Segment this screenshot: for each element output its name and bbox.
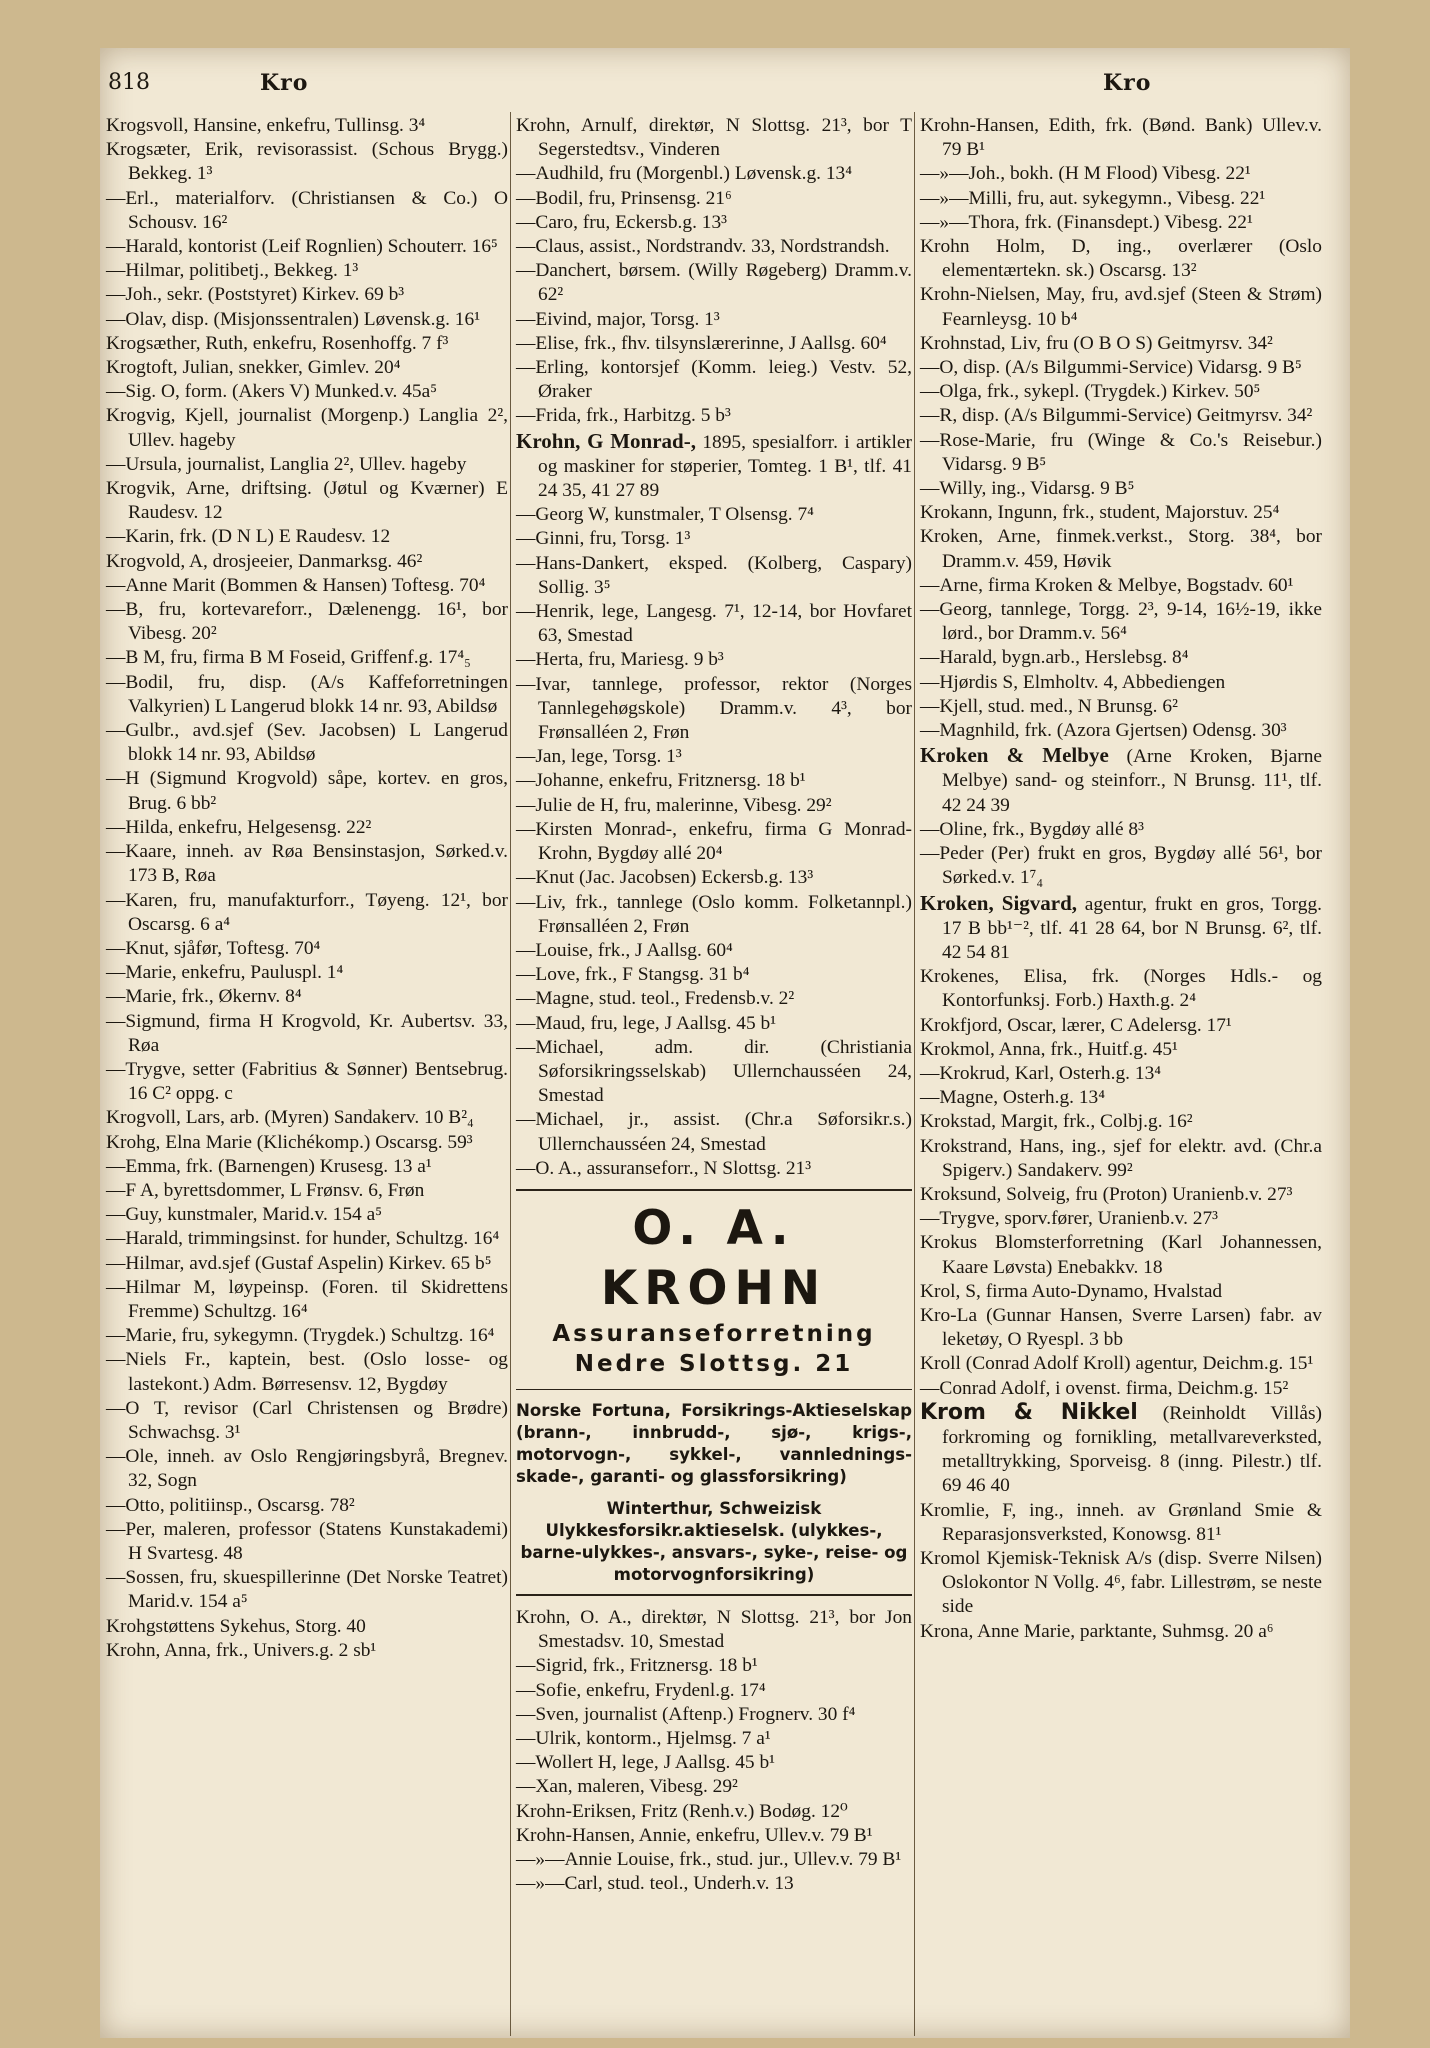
- directory-entry: [516, 745, 912, 769]
- entry-text: —Ole, inneh. av Oslo Rengjøringsbyrå, Bregnev. 32, Sogn: [106, 1446, 508, 1492]
- entry-text: —Sigmund, firma H Krogvold, Kr. Aubertsv. 33, Røa: [106, 1010, 508, 1056]
- entry-text: 1895, spesialforr. i artikler og maskiner for støperier, Tomteg. 1 B¹, tlf. 41 24 35, 41 27 89: [538, 431, 912, 502]
- directory-entry: [920, 1547, 1322, 1620]
- directory-entry: [920, 429, 1322, 477]
- entry-text: —Harald, kontorist (Leif Rognlien) Schouterr. 16⁵: [106, 236, 498, 258]
- directory-entry: [106, 937, 508, 961]
- directory-entry: [920, 356, 1322, 380]
- entry-text: —Marie, fru, sykegymn. (Trygdek.) Schultzg. 16⁴: [106, 1325, 495, 1347]
- directory-entry: [106, 550, 508, 574]
- directory-entry: [920, 965, 1322, 1013]
- directory-entry: [516, 866, 912, 890]
- entry-text: —Frida, frk., Harbitzg. 5 b³: [516, 405, 731, 427]
- directory-entry: [106, 1106, 508, 1130]
- directory-entry: [106, 138, 508, 186]
- entry-text: —Hilda, enkefru, Helgesensg. 22²: [106, 816, 372, 838]
- directory-entry: [516, 1824, 912, 1848]
- directory-entry: [920, 671, 1322, 695]
- entry-text: (Reinholdt Villås) forkroming og fornikling, metallvareverksted, metalltrykking, Sporveisg. 8 (inng. Pilestr.) tlf. 69 46 40: [942, 1402, 1322, 1497]
- entry-text: Kromol Kjemisk-Teknisk A/s (disp. Sverre Nilsen) Oslokontor N Vollg. 4⁶, fabr. Lillestrøm, se neste side: [920, 1547, 1322, 1618]
- directory-entry: [516, 1848, 912, 1872]
- directory-entry: [516, 939, 912, 963]
- directory-page: [100, 48, 1350, 2038]
- directory-entry: [106, 235, 508, 259]
- directory-entry: [106, 574, 508, 598]
- entry-text: Krohn-Nielsen, May, fru, avd.sjef (Steen & Strøm) Fearnleysg. 10 b⁴: [920, 284, 1322, 330]
- entry-text: Krohn Holm, D, ing., overlærer (Oslo elementærtekn. sk.) Oscarsg. 13²: [920, 236, 1322, 282]
- entry-text: —Ulrik, kontorm., Hjelmsg. 7 a¹: [516, 1727, 771, 1749]
- entry-text: Krogvig, Kjell, journalist (Morgenp.) Langlia 2², Ullev. hageby: [106, 405, 508, 451]
- directory-entry: [516, 794, 912, 818]
- entry-text: Krohnstad, Liv, fru (O B O S) Geitmyrsv. 34²: [920, 332, 1273, 354]
- entry-text: —Julie de H, fru, malerinne, Vibesg. 29²: [516, 794, 832, 816]
- directory-entry: [516, 552, 912, 600]
- directory-entry: [516, 987, 912, 1011]
- entry-text: —Ursula, journalist, Langlia 2², Ullev. hageby: [106, 453, 467, 475]
- ad-business-type: Assuranseforretning: [552, 1320, 876, 1347]
- entry-text: —Karen, fru, manufakturforr., Tøyeng. 12¹, bor Oscarsg. 6 a⁴: [106, 889, 508, 935]
- directory-entry: [106, 1566, 508, 1614]
- entry-text: Kroken, Arne, finmek.verkst., Storg. 38⁴, bor Dramm.v. 459, Høvik: [920, 526, 1322, 572]
- entry-text: —Michael, adm. dir. (Christiania Søforsikringsselskab) Ullernchausséen 24, Smestad: [516, 1036, 912, 1107]
- directory-entry: [106, 1324, 508, 1348]
- directory-entry: [920, 1086, 1322, 1110]
- directory-entry: [106, 1348, 508, 1396]
- directory-entry: [516, 114, 912, 162]
- directory-entry: [516, 1606, 912, 1654]
- directory-entry: [920, 1620, 1322, 1644]
- entry-text: —»—Carl, stud. teol., Underh.v. 13: [516, 1873, 794, 1895]
- entry-text: —Olga, frk., sykepl. (Trygdek.) Kirkev. 50⁵: [920, 381, 1261, 403]
- entry-text: —Peder (Per) frukt en gros, Bygdøy allé 56¹, bor Sørked.v. 1⁷₄: [920, 843, 1322, 889]
- directory-entry: [106, 889, 508, 937]
- entry-text: —O T, revisor (Carl Christensen og Brødre) Schwachsg. 3¹: [106, 1397, 508, 1443]
- entry-text: —Conrad Adolf, i ovenst. firma, Deichm.g. 15²: [920, 1377, 1289, 1399]
- entry-text: —Hjørdis S, Elmholtv. 4, Abbediengen: [920, 671, 1226, 693]
- entry-text: —B, fru, kortevareforr., Dælenengg. 16¹, bor Vibesg. 20²: [106, 599, 508, 645]
- entry-text: —Michael, jr., assist. (Chr.a Søforsikr.s.) Ullernchausséen 24, Smestad: [516, 1109, 912, 1155]
- entry-text: —Hilmar, avd.sjef (Gustaf Aspelin) Kirkev. 65 b⁵: [106, 1252, 492, 1274]
- running-head-right: Kro: [1103, 70, 1152, 96]
- directory-entry: [106, 1445, 508, 1493]
- entry-text: —Erling, kontorsjef (Komm. leieg.) Vestv. 52, Øraker: [516, 357, 912, 403]
- entry-text: —Bodil, fru, disp. (A/s Kaffeforretningen Valkyrien) L Langerud blokk 14 nr. 93, Abildsø: [106, 671, 508, 717]
- ad-divider: [516, 1389, 912, 1390]
- ad-paragraph-fortuna: Norske Fortuna, Forsikrings-Aktieselskap (brann-, innbrudd-, sjø-, krigs-, motorvogn-, sykkel-, vannlednings-skade-, garanti- og glassforsikring): [516, 1400, 912, 1486]
- entry-bold-name: Kroken, Sigvard,: [920, 890, 1078, 915]
- entry-text: —Wollert H, lege, J Aallsg. 45 b¹: [516, 1752, 775, 1774]
- entry-text: —Marie, enkefru, Pauluspl. 1⁴: [106, 962, 344, 984]
- directory-entry: [106, 985, 508, 1009]
- entry-text: Kroll (Conrad Adolf Kroll) agentur, Deichm.g. 15¹: [920, 1353, 1314, 1375]
- directory-entry: [920, 695, 1322, 719]
- directory-entry: [920, 211, 1322, 235]
- directory-entry: [920, 477, 1322, 501]
- column-divider: [914, 112, 915, 2036]
- directory-entry: [920, 891, 1322, 966]
- directory-entry: [920, 743, 1322, 818]
- directory-entry: [920, 114, 1322, 162]
- entry-text: Krogsæter, Erik, revisorassist. (Schous Brygg.) Bekkeg. 1³: [106, 139, 508, 185]
- entry-text: Krokenes, Elisa, frk. (Norges Hdls.- og Kontorfunksj. Forb.) Haxth.g. 2⁴: [920, 966, 1322, 1012]
- entry-text: —Hilmar M, løypeinsp. (Foren. til Skidrettens Fremme) Schultzg. 16⁴: [106, 1276, 508, 1322]
- entry-text: Krohn, O. A., direktør, N Slottsg. 21³, bor Jon Smestadsv. 10, Smestad: [516, 1606, 912, 1653]
- directory-entry: [106, 1252, 508, 1276]
- directory-entry: [516, 963, 912, 987]
- directory-entry: [920, 1207, 1322, 1231]
- directory-entry: [920, 646, 1322, 670]
- directory-entry: [106, 1179, 508, 1203]
- directory-entry: [516, 187, 912, 211]
- ad-paragraph-winterthur: Winterthur, Schweizisk Ulykkesforsikr.aktieselsk. (ulykkes-, barne-ulykkes-, ansvars-, syke-, reise- og motorvognforsikring): [520, 1498, 908, 1584]
- directory-entry: [106, 1639, 508, 1663]
- directory-entry: [920, 1183, 1322, 1207]
- entry-text: —Sig. O, form. (Akers V) Munked.v. 45a⁵: [106, 381, 437, 403]
- entry-text: —Olav, disp. (Misjonssentralen) Løvensk.g. 16¹: [106, 308, 481, 330]
- directory-entry: [106, 719, 508, 767]
- directory-entry: [516, 1012, 912, 1036]
- entry-text: —Knut (Jac. Jacobsen) Eckersb.g. 13³: [516, 867, 814, 889]
- directory-entry: [106, 380, 508, 404]
- entry-text: Krohn-Hansen, Edith, frk. (Bønd. Bank) Ullev.v. 79 B¹: [920, 115, 1322, 161]
- entry-text: Kromlie, F, ing., inneh. av Grønland Smie & Reparasjonsverksted, Konowsg. 81¹: [920, 1499, 1322, 1545]
- entry-bold-name: Krom & Nikkel: [920, 1399, 1138, 1425]
- directory-entry: [516, 356, 912, 404]
- directory-entry: [516, 211, 912, 235]
- entry-text: —Erl., materialforv. (Christiansen & Co.) O Schousv. 16²: [106, 187, 508, 233]
- directory-entry: [516, 503, 912, 527]
- directory-entry: [106, 356, 508, 380]
- entry-text: Krokus Blomsterforretning (Karl Johannessen, Kaare Løvsta) Enebakkv. 18: [920, 1232, 1322, 1278]
- entry-text: —Per, maleren, professor (Statens Kunstakademi) H Svartesg. 48: [106, 1518, 508, 1564]
- directory-entry: [106, 767, 508, 815]
- entry-text: —Kirsten Monrad-, enkefru, firma G Monrad-Krohn, Bygdøy allé 20⁴: [516, 818, 912, 865]
- entry-text: Krohn, Arnulf, direktør, N Slottsg. 21³, bor T Segerstedtsv., Vinderen: [516, 115, 912, 161]
- directory-entry: [920, 1110, 1322, 1134]
- directory-entry: [106, 1131, 508, 1155]
- entry-text: —»—Joh., bokh. (H M Flood) Vibesg. 22¹: [920, 163, 1251, 185]
- entry-text: Krokstad, Margit, frk., Colbj.g. 16²: [920, 1111, 1193, 1133]
- directory-entry: [106, 1227, 508, 1251]
- entry-text: —Sven, journalist (Aftenp.) Frognerv. 30 f⁴: [516, 1703, 856, 1725]
- entry-text: Krohg, Elna Marie (Klichékomp.) Oscarsg. 59³: [106, 1131, 473, 1153]
- directory-entry: [920, 501, 1322, 525]
- entry-text: —Georg W, kunstmaler, T Olsensg. 7⁴: [516, 504, 814, 526]
- directory-entry: [920, 1377, 1322, 1401]
- directory-entry: [106, 477, 508, 525]
- directory-entry: [106, 671, 508, 719]
- entry-text: —O, disp. (A/s Bilgummi-Service) Vidarsg. 9 B⁵: [920, 357, 1302, 379]
- directory-entry: [106, 1058, 508, 1106]
- entry-text: Krokfjord, Oscar, lærer, C Adelersg. 17¹: [920, 1014, 1232, 1036]
- entry-text: —Kaare, inneh. av Røa Bensinstasjon, Sørked.v. 173 B, Røa: [106, 841, 508, 887]
- directory-entry: [106, 187, 508, 235]
- entry-text: —Ginni, fru, Torsg. 1³: [516, 528, 691, 550]
- entry-text: Krogvoll, Lars, arb. (Myren) Sandakerv. 10 B²₄: [106, 1107, 474, 1129]
- divider-line: [516, 1189, 912, 1191]
- directory-entry: [920, 1499, 1322, 1547]
- entry-text: —»—Thora, frk. (Finansdept.) Vibesg. 22¹: [920, 211, 1253, 233]
- entry-text: —Audhild, fru (Morgenbl.) Løvensk.g. 13⁴: [516, 163, 853, 185]
- entry-text: —Herta, fru, Mariesg. 9 b³: [516, 649, 724, 671]
- entry-text: —Emma, frk. (Barnengen) Krusesg. 13 a¹: [106, 1155, 432, 1177]
- entry-text: —Maud, fru, lege, J Aallsg. 45 b¹: [516, 1012, 777, 1034]
- entry-text: Krokstrand, Hans, ing., sjef for elektr. avd. (Chr.a Spigerv.) Sandakerv. 99²: [920, 1135, 1322, 1181]
- ad-address: Nedre Slottsg. 21: [574, 1350, 854, 1377]
- directory-entry: [106, 961, 508, 985]
- entry-text: —Johanne, enkefru, Fritznersg. 18 b¹: [516, 770, 806, 792]
- directory-entry: [106, 1397, 508, 1445]
- directory-entry: [106, 1276, 508, 1324]
- directory-entry: [106, 525, 508, 549]
- entry-text: —Karin, frk. (D N L) E Raudesv. 12: [106, 526, 391, 548]
- entry-bold-name: Krohn, G Monrad-,: [516, 428, 696, 453]
- entry-text: —Harald, bygn.arb., Herslebsg. 8⁴: [920, 647, 1189, 669]
- entry-text: —Magnhild, frk. (Azora Gjertsen) Odensg. 30³: [920, 720, 1287, 742]
- directory-entry: [920, 598, 1322, 646]
- directory-entry: [516, 1654, 912, 1678]
- page-header: [100, 70, 1350, 106]
- entry-text: —Oline, frk., Bygdøy allé 8³: [920, 818, 1144, 840]
- entry-text: —R, disp. (A/s Bilgummi-Service) Geitmyrsv. 34²: [920, 405, 1313, 427]
- directory-entry: [516, 1108, 912, 1156]
- directory-entry: [106, 1155, 508, 1179]
- entry-text: —Rose-Marie, fru (Winge & Co.'s Reisebur.) Vidarsg. 9 B⁵: [920, 429, 1322, 475]
- directory-entry: [516, 162, 912, 186]
- entry-text: —Eivind, major, Torsg. 1³: [516, 308, 720, 330]
- column-2-entries-top: [516, 114, 912, 1181]
- entry-text: Krogsæther, Ruth, enkefru, Rosenhoffg. 7 f³: [106, 332, 449, 354]
- directory-entry: [516, 769, 912, 793]
- directory-entry: [516, 1727, 912, 1751]
- entry-text: agentur, frukt en gros, Torgg. 17 B bb¹⁻², tlf. 41 28 64, bor N Brunsg. 6², tlf. 42 54 81: [942, 893, 1323, 963]
- entry-text: —Magne, stud. teol., Fredensb.v. 2²: [516, 988, 795, 1010]
- directory-entry: [516, 332, 912, 356]
- directory-entry: [106, 1010, 508, 1058]
- directory-entry: [516, 1703, 912, 1727]
- entry-text: —Krokrud, Karl, Osterh.g. 13⁴: [920, 1062, 1162, 1084]
- entry-text: Krohn-Eriksen, Fritz (Renh.v.) Bodøg. 12⁰: [516, 1800, 848, 1822]
- directory-entry: [920, 235, 1322, 283]
- directory-entry: [920, 1014, 1322, 1038]
- directory-entry: [516, 673, 912, 746]
- directory-entry: [106, 1494, 508, 1518]
- entry-text: Krohn-Hansen, Annie, enkefru, Ullev.v. 79 B¹: [516, 1824, 873, 1846]
- entry-text: —Anne Marit (Bommen & Hansen) Toftesg. 70⁴: [106, 574, 486, 596]
- directory-entry: [516, 1800, 912, 1824]
- page-number: 818: [108, 70, 150, 95]
- entry-text: —Kjell, stud. med., N Brunsg. 6²: [920, 695, 1178, 717]
- directory-entry: [920, 404, 1322, 428]
- running-head-left: Kro: [260, 70, 309, 96]
- directory-entry: [920, 1135, 1322, 1183]
- directory-entry: [516, 891, 912, 939]
- directory-entry: [106, 646, 508, 670]
- entry-text: —Xan, maleren, Vibesg. 29²: [516, 1776, 738, 1798]
- directory-entry: [106, 332, 508, 356]
- directory-entry: [920, 1401, 1322, 1499]
- directory-entry: [106, 1518, 508, 1566]
- directory-entry: [106, 840, 508, 888]
- column-3: [920, 114, 1322, 1644]
- entry-text: (Arne Kroken, Bjarne Melbye) sand- og steinforr., N Brunsg. 11¹, tlf. 42 24 39: [942, 746, 1322, 816]
- entry-text: —Elise, frk., fhv. tilsynslærerinne, J Aallsg. 60⁴: [516, 332, 887, 354]
- entry-text: —F A, byrettsdommer, L Frønsv. 6, Frøn: [106, 1179, 425, 1201]
- directory-entry: [516, 259, 912, 307]
- entry-text: —Sigrid, frk., Fritznersg. 18 b¹: [516, 1655, 758, 1677]
- entry-text: —»—Annie Louise, frk., stud. jur., Ullev.v. 79 B¹: [516, 1848, 902, 1870]
- column-1: [106, 114, 508, 1663]
- entry-text: —O. A., assuranseforr., N Slottsg. 21³: [516, 1157, 812, 1179]
- entry-text: —H (Sigmund Krogvold) såpe, kortev. en gros, Brug. 6 bb²: [106, 768, 508, 814]
- entry-text: Krogtoft, Julian, snekker, Gimlev. 20⁴: [106, 357, 401, 379]
- entry-text: —»—Milli, fru, aut. sykegymn., Vibesg. 22¹: [920, 187, 1266, 209]
- entry-text: —Sofie, enkefru, Frydenl.g. 17⁴: [516, 1679, 766, 1701]
- entry-text: —Bodil, fru, Prinsensg. 21⁶: [516, 187, 732, 209]
- directory-entry: [516, 1679, 912, 1703]
- directory-entry: [106, 308, 508, 332]
- entry-text: —Hans-Dankert, eksped. (Kolberg, Caspary) Sollig. 3⁵: [516, 552, 912, 598]
- entry-text: —Claus, assist., Nordstrandv. 33, Nordstrandsh.: [516, 236, 890, 258]
- entry-text: —Trygve, sporv.fører, Uranienb.v. 27³: [920, 1208, 1218, 1230]
- entry-text: —Louise, frk., J Aallsg. 60⁴: [516, 939, 733, 961]
- directory-entry: [920, 162, 1322, 186]
- directory-entry: [516, 527, 912, 551]
- entry-text: —Guy, kunstmaler, Marid.v. 154 a⁵: [106, 1204, 382, 1226]
- entry-text: —Hilmar, politibetj., Bekkeg. 1³: [106, 260, 359, 282]
- directory-entry: [920, 818, 1322, 842]
- entry-text: —Jan, lege, Torsg. 1³: [516, 746, 682, 768]
- entry-text: —Henrik, lege, Langesg. 7¹, 12-14, bor Hovfaret 63, Smestad: [516, 601, 912, 647]
- directory-entry: [516, 1775, 912, 1799]
- directory-entry: [106, 598, 508, 646]
- directory-entry: [106, 404, 508, 452]
- entry-text: Krokann, Ingunn, frk., student, Majorstuv. 25⁴: [920, 502, 1280, 524]
- entry-text: —Love, frk., F Stangsg. 31 b⁴: [516, 964, 750, 986]
- entry-text: —Knut, sjåfør, Toftesg. 70⁴: [106, 937, 321, 959]
- directory-entry: [516, 404, 912, 428]
- column-2: [516, 114, 912, 1896]
- directory-entry: [920, 1304, 1322, 1352]
- directory-entry: [516, 648, 912, 672]
- directory-entry: [920, 525, 1322, 573]
- entry-text: Krokmol, Anna, frk., Huitf.g. 45¹: [920, 1038, 1178, 1060]
- krohn-advertisement: [516, 1199, 912, 1596]
- entry-text: —Trygve, setter (Fabritius & Sønner) Bentsebrug. 16 C² oppg. c: [106, 1058, 508, 1105]
- directory-entry: [920, 842, 1322, 890]
- directory-entry: [516, 1751, 912, 1775]
- entry-text: Krohn, Anna, frk., Univers.g. 2 sb¹: [106, 1639, 377, 1661]
- directory-entry: [920, 332, 1322, 356]
- entry-text: —Marie, frk., Økernv. 8⁴: [106, 986, 302, 1008]
- directory-entry: [920, 187, 1322, 211]
- entry-text: Kro-La (Gunnar Hansen, Sverre Larsen) fabr. av leketøy, O Ryespl. 3 bb: [920, 1304, 1322, 1351]
- entry-text: Krol, S, firma Auto-Dynamo, Hvalstad: [920, 1280, 1223, 1302]
- directory-entry: [106, 816, 508, 840]
- directory-entry: [920, 1231, 1322, 1279]
- directory-entry: [920, 283, 1322, 331]
- entry-text: Krogvold, A, drosjeeier, Danmarksg. 46²: [106, 550, 423, 572]
- directory-entry: [106, 114, 508, 138]
- directory-entry: [106, 1615, 508, 1639]
- entry-text: Kroksund, Solveig, fru (Proton) Uranienb.v. 27³: [920, 1183, 1293, 1205]
- entry-text: —Harald, trimmingsinst. for hunder, Schultzg. 16⁴: [106, 1228, 500, 1250]
- directory-entry: [920, 574, 1322, 598]
- directory-entry: [106, 259, 508, 283]
- directory-entry: [920, 1352, 1322, 1376]
- entry-text: —B M, fru, firma B M Foseid, Griffenf.g. 17⁴₅: [106, 647, 471, 669]
- column-2-entries-bottom: [516, 1606, 912, 1896]
- entry-text: —Arne, firma Kroken & Melbye, Bogstadv. 60¹: [920, 574, 1294, 596]
- directory-entry: [516, 235, 912, 259]
- entry-text: —Joh., sekr. (Poststyret) Kirkev. 69 b³: [106, 284, 405, 306]
- directory-entry: [106, 1203, 508, 1227]
- directory-entry: [516, 600, 912, 648]
- entry-text: —Danchert, børsem. (Willy Røgeberg) Dramm.v. 62²: [516, 260, 912, 306]
- directory-entry: [516, 1036, 912, 1109]
- directory-entry: [920, 1062, 1322, 1086]
- entry-text: —Caro, fru, Eckersb.g. 13³: [516, 211, 727, 233]
- entry-text: Krona, Anne Marie, parktante, Suhmsg. 20 a⁶: [920, 1620, 1274, 1642]
- entry-text: —Niels Fr., kaptein, best. (Oslo losse- og lastekont.) Adm. Børresensv. 12, Bygdøy: [106, 1349, 508, 1395]
- entry-text: —Georg, tannlege, Torgg. 2³, 9-14, 16½-19, ikke lørd., bor Dramm.v. 56⁴: [920, 599, 1322, 645]
- entry-bold-name: Kroken & Melbye: [920, 743, 1109, 768]
- directory-entry: [920, 719, 1322, 743]
- directory-entry: [516, 429, 912, 504]
- entry-text: —Sossen, fru, skuespillerinne (Det Norske Teatret) Marid.v. 154 a⁵: [106, 1567, 508, 1613]
- directory-entry: [106, 283, 508, 307]
- column-divider: [510, 112, 511, 2036]
- directory-entry: [920, 1280, 1322, 1304]
- directory-entry: [106, 453, 508, 477]
- entry-text: —Magne, Osterh.g. 13⁴: [920, 1087, 1106, 1109]
- directory-entry: [516, 1157, 912, 1181]
- entry-text: —Ivar, tannlege, professor, rektor (Norges Tannlegehøgskole) Dramm.v. 4³, bor Frønsalléen 2, Frøn: [516, 673, 912, 744]
- ad-company-name: O. A. KROHN: [600, 1200, 828, 1316]
- directory-entry: [920, 1038, 1322, 1062]
- entry-text: Krogsvoll, Hansine, enkefru, Tullinsg. 3⁴: [106, 115, 426, 136]
- directory-entry: [516, 818, 912, 866]
- entry-text: —Otto, politiinsp., Oscarsg. 78²: [106, 1494, 355, 1516]
- entry-text: Krogvik, Arne, driftsing. (Jøtul og Kværner) E Raudesv. 12: [106, 478, 508, 524]
- entry-text: Krohgstøttens Sykehus, Storg. 40: [106, 1615, 366, 1637]
- directory-entry: [516, 1872, 912, 1896]
- entry-text: —Willy, ing., Vidarsg. 9 B⁵: [920, 478, 1135, 500]
- directory-entry: [516, 308, 912, 332]
- directory-entry: [920, 380, 1322, 404]
- entry-text: —Liv, frk., tannlege (Oslo komm. Folketannpl.) Frønsalléen 2, Frøn: [516, 891, 912, 937]
- entry-text: —Gulbr., avd.sjef (Sev. Jacobsen) L Langerud blokk 14 nr. 93, Abildsø: [106, 720, 508, 766]
